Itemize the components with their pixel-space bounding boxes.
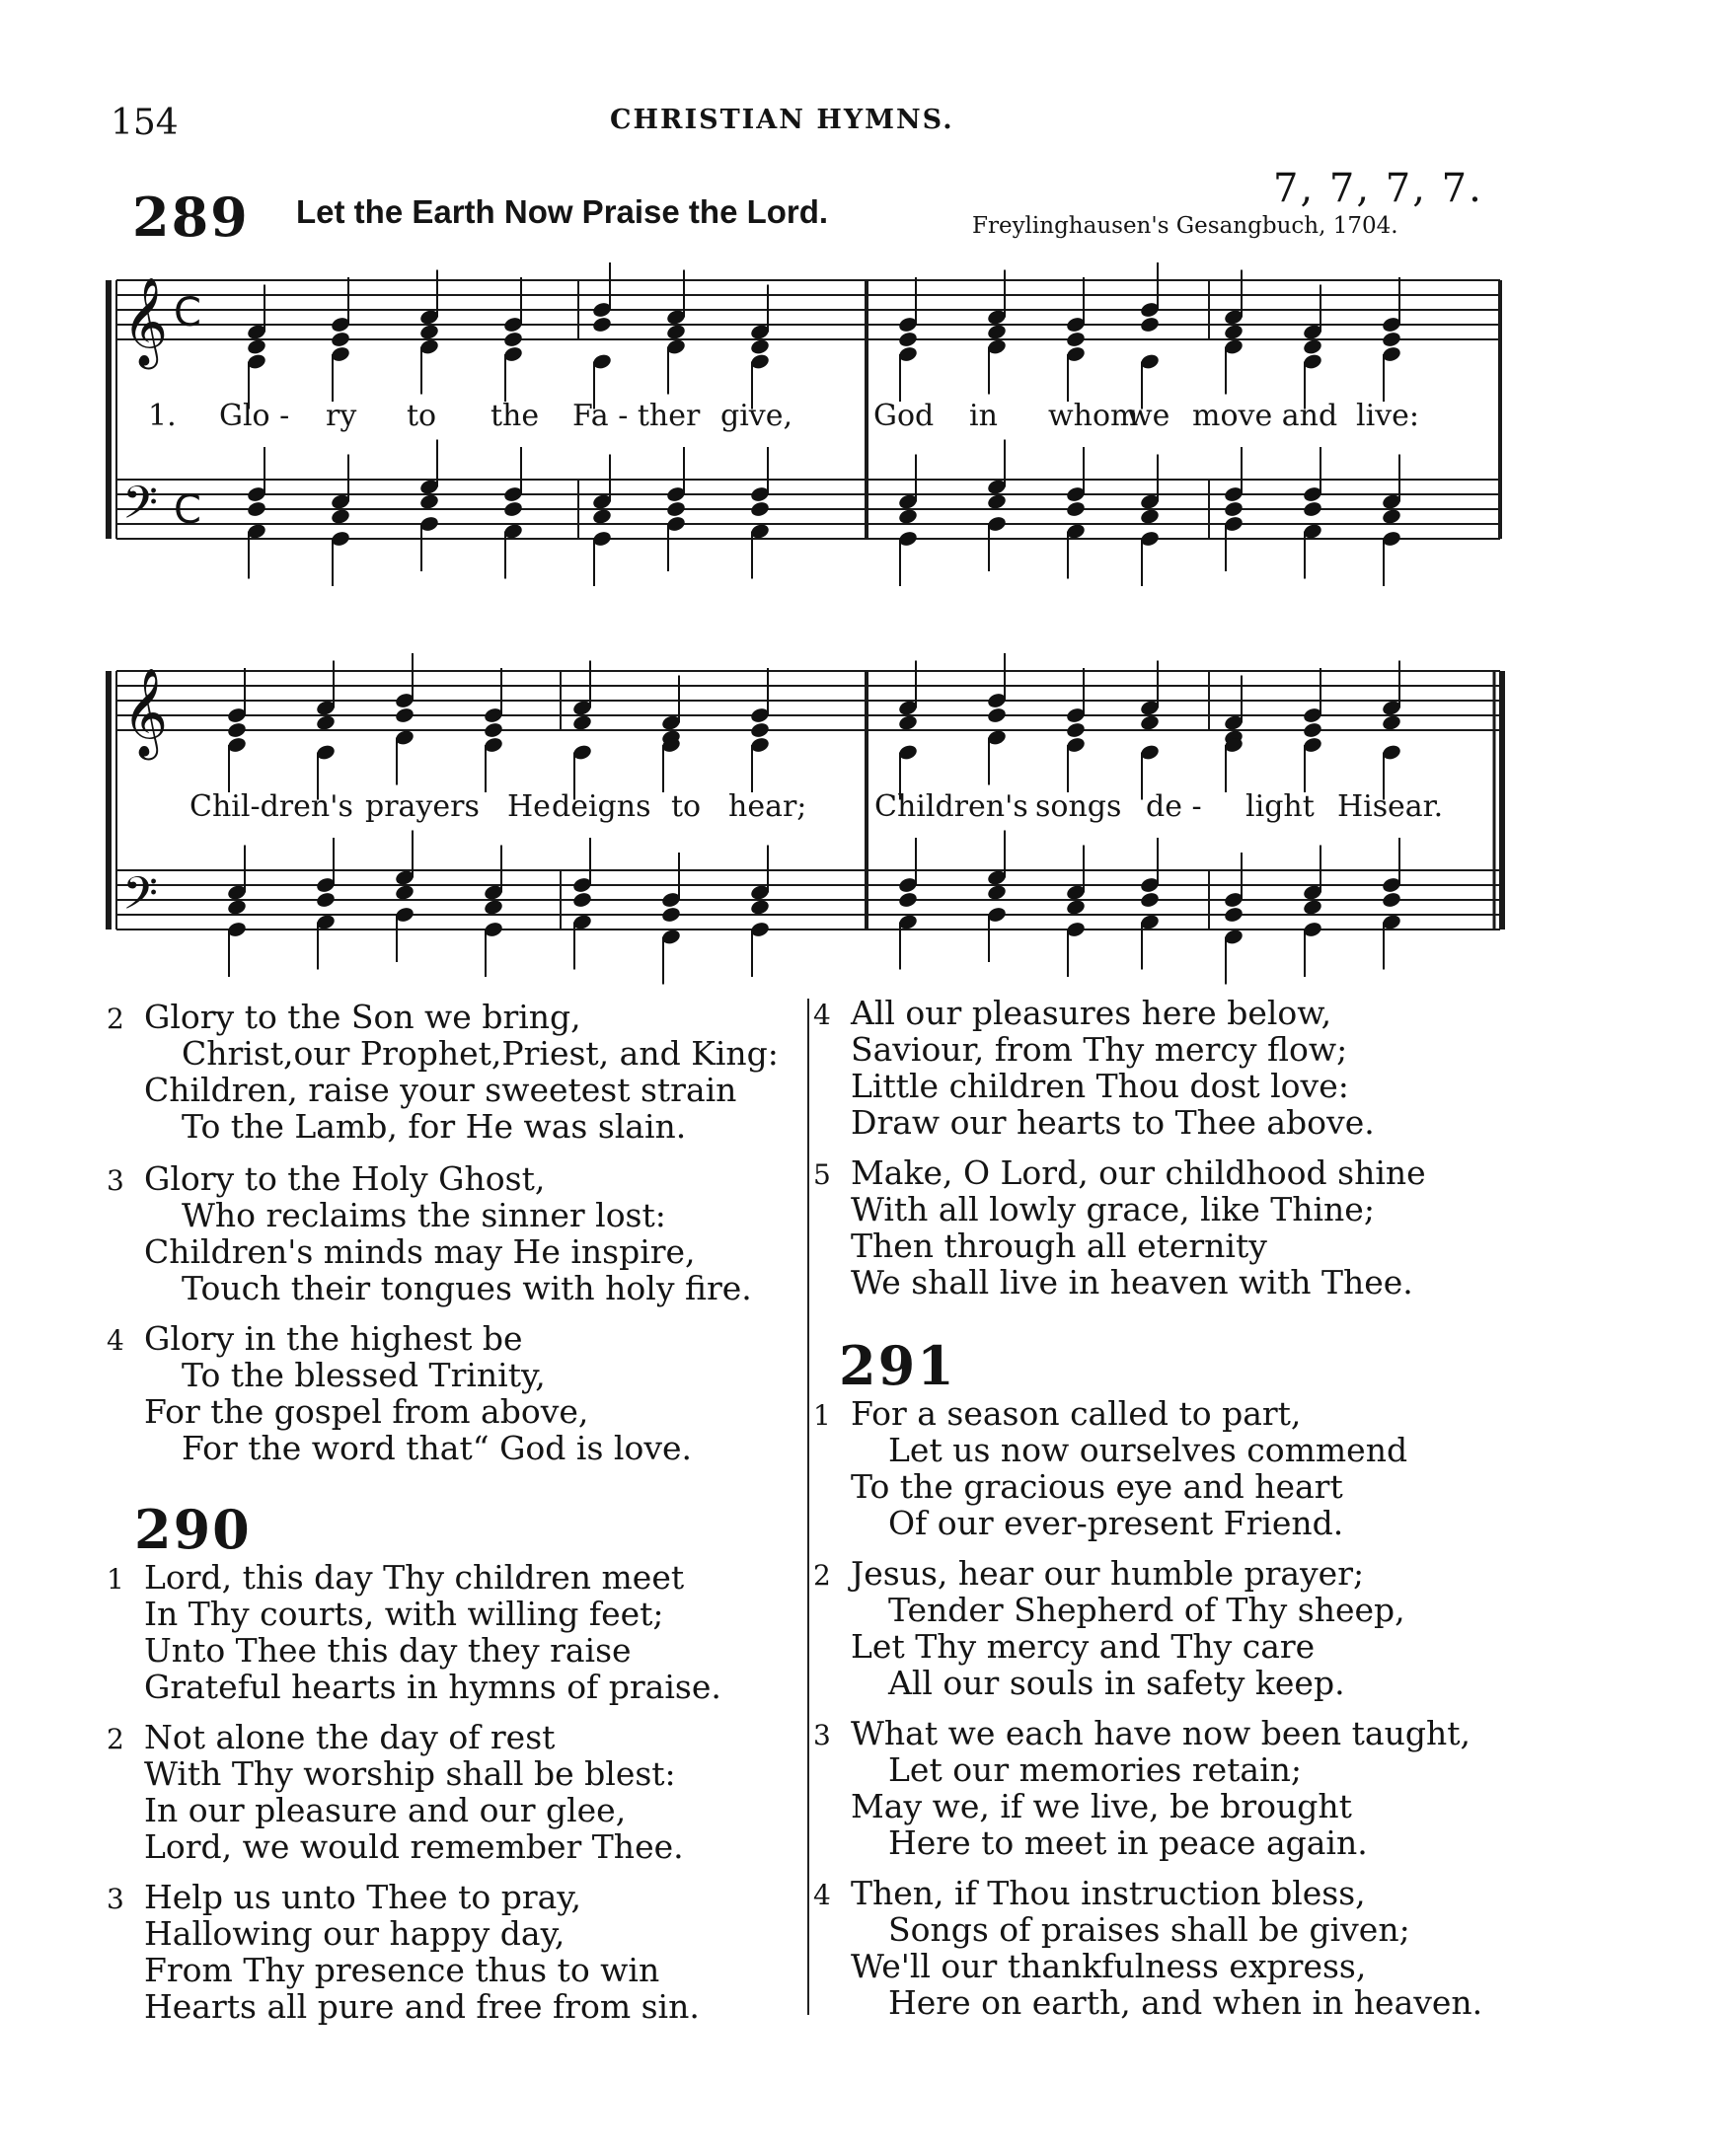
verse-line: Here to meet in peace again. bbox=[888, 1823, 1368, 1862]
verse-number: 4 bbox=[813, 1879, 831, 1911]
lyric-syllable: de - bbox=[1146, 789, 1202, 824]
verse-number: 1 bbox=[107, 1563, 124, 1596]
hymn-289-title: Let the Earth Now Praise the Lord. bbox=[296, 193, 829, 230]
verse-line: Saviour, from Thy mercy flow; bbox=[851, 1030, 1348, 1069]
verse-line: For a season called to part, bbox=[851, 1394, 1302, 1433]
hymn-291-verse-4 bbox=[851, 1875, 1482, 2021]
music-score bbox=[0, 0, 1735, 997]
verse-line: Then, if Thou instruction bless, bbox=[851, 1874, 1366, 1912]
hymn-290-verse-1 bbox=[144, 1559, 721, 1705]
verse-number: 3 bbox=[107, 1883, 124, 1915]
svg-text:𝄢: 𝄢 bbox=[122, 477, 159, 541]
verse-number: 2 bbox=[107, 1723, 124, 1755]
lyric-syllable: give, bbox=[720, 399, 793, 433]
verse-line: All our pleasures here below, bbox=[851, 994, 1332, 1032]
verse-line: To the blessed Trinity, bbox=[182, 1356, 546, 1394]
hymn-291-verse-3 bbox=[851, 1715, 1471, 1861]
verse-line: Let our memories retain; bbox=[888, 1750, 1303, 1789]
lyric-syllable: Fa - ther bbox=[572, 399, 701, 433]
lyric-syllable: Children's bbox=[874, 789, 1028, 824]
verse-line: Make, O Lord, our childhood shine bbox=[851, 1153, 1426, 1192]
svg-text:C: C bbox=[174, 487, 201, 533]
verse-line: Touch their tongues with holy fire. bbox=[182, 1269, 752, 1307]
verse-line: Lord, we would remember Thee. bbox=[144, 1827, 684, 1866]
verse-number: 2 bbox=[813, 1559, 831, 1592]
verse-line: Songs of praises shall be given; bbox=[888, 1910, 1410, 1949]
hymn-291-number: 291 bbox=[839, 1334, 956, 1397]
hymn-289-verse-4b bbox=[851, 995, 1375, 1141]
verse-line: Hallowing our happy day, bbox=[144, 1914, 566, 1953]
page-number: 154 bbox=[111, 103, 179, 143]
lyric-syllable: Chil-dren's bbox=[189, 789, 353, 824]
hymn-289-meter: 7, 7, 7, 7. bbox=[1273, 166, 1483, 211]
verse-line: In our pleasure and our glee, bbox=[144, 1791, 627, 1829]
verse-line: Hearts all pure and free from sin. bbox=[144, 1987, 700, 2026]
verse-line: Little children Thou dost love: bbox=[851, 1067, 1349, 1105]
verse-line: We'll our thankfulness express, bbox=[851, 1947, 1367, 1985]
verse-line: Then through all eternity bbox=[851, 1227, 1267, 1265]
lyric-syllable: to bbox=[407, 399, 437, 433]
hymn-289-source: Freylinghausen's Gesangbuch, 1704. bbox=[972, 213, 1398, 239]
lyric-syllable: His bbox=[1337, 789, 1389, 824]
lyric-syllable: move and bbox=[1192, 399, 1338, 433]
svg-text:𝄞: 𝄞 bbox=[122, 277, 169, 366]
hymn-289-verse-3 bbox=[144, 1160, 752, 1306]
verse-line: In Thy courts, with willing feet; bbox=[144, 1595, 664, 1633]
verse-line: Glory to the Holy Ghost, bbox=[144, 1159, 546, 1198]
verse-line: Let us now ourselves commend bbox=[888, 1431, 1408, 1469]
verse-line: Children's minds may He inspire, bbox=[144, 1232, 696, 1271]
lyric-syllable: in bbox=[969, 399, 998, 433]
verse-line: To the gracious eye and heart bbox=[851, 1467, 1343, 1506]
verse-line: What we each have now been taught, bbox=[851, 1714, 1471, 1752]
verse-line: Let Thy mercy and Thy care bbox=[851, 1627, 1316, 1666]
column-divider bbox=[807, 999, 809, 2015]
lyric-syllable: songs bbox=[1035, 789, 1122, 824]
lyric-syllable: hear; bbox=[728, 789, 807, 824]
hymn-289-verse-4 bbox=[144, 1320, 692, 1466]
verse-line: Lord, this day Thy children meet bbox=[144, 1558, 685, 1597]
lyric-syllable: ear. bbox=[1388, 789, 1444, 824]
verse-number: 5 bbox=[813, 1158, 831, 1191]
verse-line: Children, raise your sweetest strain bbox=[144, 1071, 737, 1109]
lyric-syllable: live: bbox=[1356, 399, 1419, 433]
verse-line: Not alone the day of rest bbox=[144, 1718, 556, 1756]
verse-line: From Thy presence thus to win bbox=[144, 1951, 660, 1989]
verse-line: Christ,our Prophet,Priest, and King: bbox=[182, 1034, 779, 1073]
verse-number: 4 bbox=[107, 1324, 124, 1357]
verse-line: All our souls in safety keep. bbox=[888, 1664, 1345, 1702]
svg-text:C: C bbox=[174, 290, 201, 335]
verse-number: 3 bbox=[813, 1719, 831, 1751]
lyric-syllable: 1. bbox=[148, 399, 177, 433]
hymn-289-verse-5 bbox=[851, 1154, 1426, 1301]
hymn-289-verse-2 bbox=[144, 999, 779, 1145]
verse-line: May we, if we live, be brought bbox=[851, 1787, 1352, 1825]
lyric-syllable: God bbox=[873, 399, 935, 433]
lyric-syllable: whom bbox=[1048, 399, 1139, 433]
lyric-syllable: ry bbox=[326, 399, 357, 433]
lyric-syllable: to bbox=[671, 789, 702, 824]
lyric-syllable: deigns bbox=[552, 789, 651, 824]
hymn-290-verse-3 bbox=[144, 1879, 700, 2025]
lyric-syllable: prayers bbox=[365, 789, 480, 824]
verse-line: Tender Shepherd of Thy sheep, bbox=[888, 1591, 1405, 1629]
verse-number: 4 bbox=[813, 999, 831, 1031]
verse-line: With Thy worship shall be blest: bbox=[144, 1754, 676, 1793]
lyric-syllable: He bbox=[507, 789, 551, 824]
verse-line: Draw our hearts to Thee above. bbox=[851, 1103, 1375, 1142]
verse-line: Here on earth, and when in heaven. bbox=[888, 1983, 1483, 2022]
running-head: CHRISTIAN HYMNS. bbox=[610, 105, 954, 135]
verse-line: For the word that“ God is love. bbox=[182, 1429, 692, 1467]
verse-line: Of our ever-present Friend. bbox=[888, 1504, 1344, 1542]
hymn-289-number: 289 bbox=[132, 186, 250, 249]
verse-line: Glory in the highest be bbox=[144, 1319, 523, 1358]
hymn-291-verse-1 bbox=[851, 1395, 1407, 1541]
hymn-291-verse-2 bbox=[851, 1555, 1405, 1701]
verse-line: With all lowly grace, like Thine; bbox=[851, 1190, 1375, 1228]
lyric-syllable: Glo - bbox=[219, 399, 290, 433]
verse-number: 3 bbox=[107, 1164, 124, 1197]
verse-number: 1 bbox=[813, 1399, 831, 1432]
svg-text:𝄞: 𝄞 bbox=[122, 668, 169, 757]
verse-line: To the Lamb, for He was slain. bbox=[182, 1107, 687, 1146]
verse-number: 2 bbox=[107, 1003, 124, 1035]
lyric-syllable: the bbox=[490, 399, 540, 433]
lyric-syllable: we bbox=[1127, 399, 1170, 433]
verse-line: Glory to the Son we bring, bbox=[144, 998, 581, 1036]
verse-line: Help us unto Thee to pray, bbox=[144, 1878, 582, 1916]
verse-line: Unto Thee this day they raise bbox=[144, 1631, 632, 1670]
hymn-290-number: 290 bbox=[134, 1498, 252, 1561]
verse-line: We shall live in heaven with Thee. bbox=[851, 1263, 1413, 1301]
verse-line: Grateful hearts in hymns of praise. bbox=[144, 1668, 721, 1706]
verse-line: Who reclaims the sinner lost: bbox=[182, 1196, 666, 1234]
verse-line: For the gospel from above, bbox=[144, 1392, 589, 1431]
lyric-syllable: light bbox=[1245, 789, 1315, 824]
svg-text:𝄢: 𝄢 bbox=[122, 867, 159, 931]
hymn-290-verse-2 bbox=[144, 1719, 684, 1865]
verse-line: Jesus, hear our humble prayer; bbox=[851, 1554, 1365, 1593]
